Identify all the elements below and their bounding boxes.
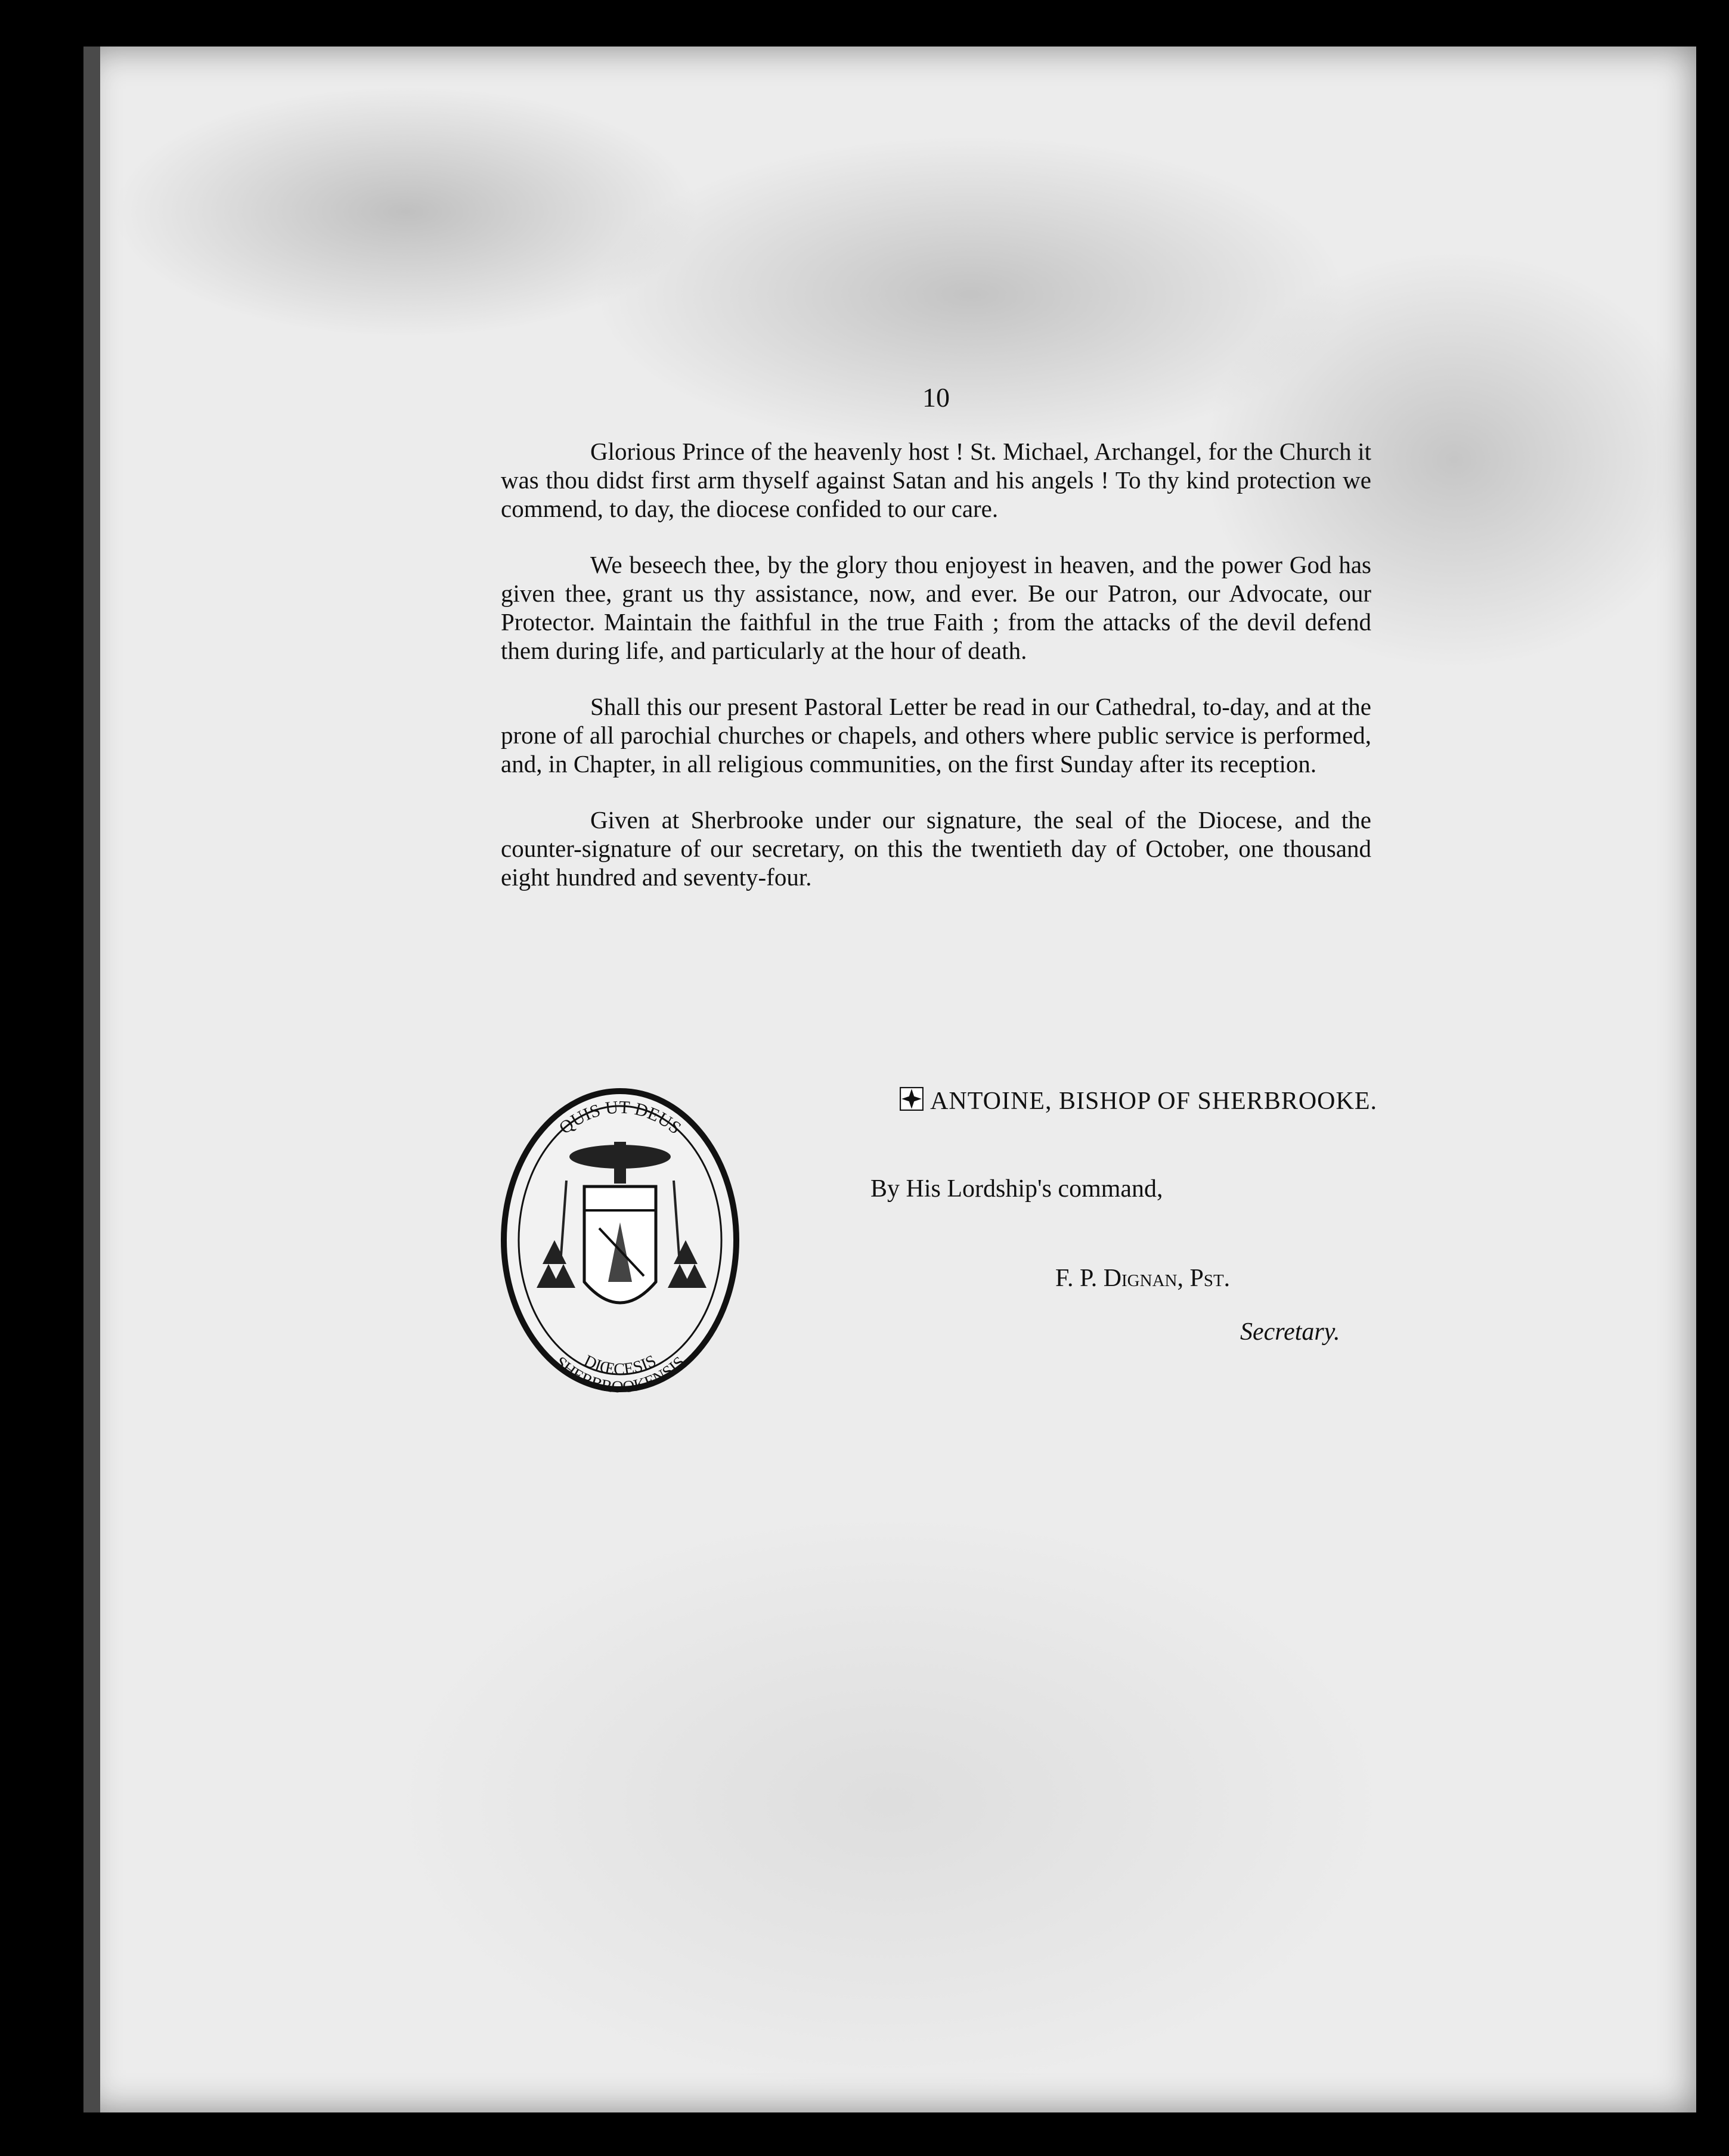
bishop-name: ANTOINE, BISHOP OF SHERBROOKE. [930,1088,1377,1115]
secretary-title: Secretary. [1240,1318,1340,1346]
seal-inscription-1: DIŒCESIS [581,1351,659,1379]
seal-inscription-2: SHERBROOKENSIS [551,1353,689,1395]
paragraph-1: Glorious Prince of the heavenly host ! St. Michael, Archangel, for the Church it was thou didst first arm thyself against Satan and his angels ! To thy kind protection we commend, to day, the diocese confided to our care. [501,438,1371,522]
letter-body [501,382,1371,919]
secretary-name: F. P. Dignan, Pst. [1055,1265,1231,1292]
bishop-signature [745,1085,1377,1117]
command-line: By His Lordship's command, [870,1175,1163,1203]
paragraph-2: We beseech thee, by the glory thou enjoyest in heaven, and the power God has given thee, grant us thy assistance, now, and ever. Be our Patron, our Advocate, our Protector. Maintain the faithful in the true Faith ; from the attacks of the devil defend them during life, and particularly at the hour of death. [501,551,1371,664]
diocese-seal [495,1085,745,1395]
document-page [83,47,1696,2112]
page-number: 10 [922,382,950,413]
signature-block [495,1085,1377,1395]
cross-icon [899,1086,924,1111]
seal-motto: QUIS UT DEUS [555,1097,685,1138]
page-edge [83,47,100,2112]
paragraph-4: Given at Sherbrooke under our signature, the seal of the Diocese, and the counter-signature of our secretary, on this the twentieth day of October, one thousand eight hundred and seventy-four. [501,806,1371,891]
paragraph-3: Shall this our present Pastoral Letter be read in our Cathedral, to-day, and at the prone of all parochial churches or chapels, and others where public service is performed, and, in Chapter, in all religious communities, on the first Sunday after its reception. [501,693,1371,777]
